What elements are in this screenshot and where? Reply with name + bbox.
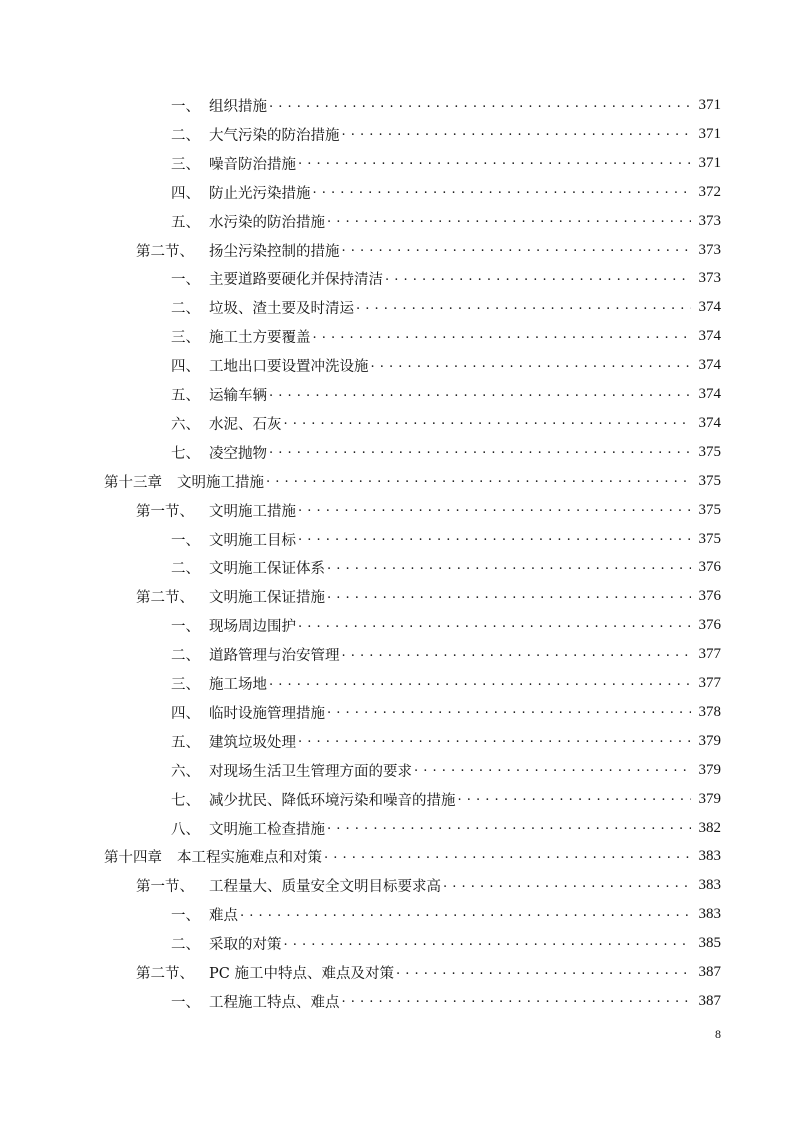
toc-dot-leader bbox=[269, 387, 691, 403]
toc-entry[interactable] bbox=[171, 380, 721, 409]
toc-entry[interactable] bbox=[171, 900, 721, 929]
toc-dot-leader bbox=[443, 878, 691, 894]
toc-dot-leader bbox=[342, 126, 692, 142]
toc-entry-page: 376 bbox=[698, 559, 721, 576]
toc-dot-leader bbox=[356, 300, 691, 316]
toc-entry-page: 371 bbox=[698, 97, 721, 113]
toc-entry[interactable] bbox=[171, 814, 721, 843]
toc-dot-leader bbox=[327, 820, 691, 836]
toc-entry-number: 第十四章 bbox=[104, 850, 162, 867]
toc-entry-page: 375 bbox=[698, 443, 721, 460]
toc-entry-page: 373 bbox=[698, 212, 721, 229]
toc-dot-leader bbox=[327, 704, 691, 720]
toc-dot-leader bbox=[327, 589, 691, 605]
toc-dot-leader bbox=[269, 98, 691, 114]
toc-dot-leader bbox=[298, 531, 691, 547]
toc-dot-leader bbox=[342, 647, 692, 663]
toc-entry[interactable] bbox=[136, 871, 721, 900]
toc-entry[interactable] bbox=[171, 525, 721, 554]
toc-entry[interactable] bbox=[171, 264, 721, 293]
toc-entry-title: 主要道路要硬化并保持清洁 bbox=[209, 272, 383, 289]
toc-entry-title: 运输车辆 bbox=[209, 388, 267, 404]
toc-entry[interactable] bbox=[171, 149, 721, 178]
toc-entry-title: 对现场生活卫生管理方面的要求 bbox=[209, 763, 412, 780]
toc-entry-number: 三、 bbox=[171, 677, 200, 693]
toc-entry-title: PC 施工中特点、难点及对策 bbox=[209, 966, 394, 982]
toc-entry-page: 387 bbox=[698, 964, 721, 980]
toc-dot-leader bbox=[266, 473, 691, 489]
toc-entry-number: 一、 bbox=[171, 619, 200, 636]
toc-entry[interactable] bbox=[171, 91, 721, 120]
toc-entry-number: 一、 bbox=[171, 908, 200, 925]
toc-entry-page: 374 bbox=[698, 414, 721, 431]
toc-entry-number: 六、 bbox=[171, 416, 200, 433]
toc-entry-page: 385 bbox=[698, 935, 721, 952]
toc-entry-title: 工地出口要设置冲洗设施 bbox=[209, 359, 369, 376]
toc-entry-title: 本工程实施难点和对策 bbox=[177, 850, 322, 867]
toc-entry[interactable] bbox=[171, 207, 721, 236]
toc-dot-leader bbox=[327, 213, 691, 229]
toc-entry-number: 四、 bbox=[171, 705, 200, 722]
toc-entry-page: 374 bbox=[698, 299, 721, 316]
toc-entry-number: 二、 bbox=[171, 937, 200, 954]
toc-entry-title: 施工场地 bbox=[209, 677, 267, 693]
page-number: 8 bbox=[715, 1027, 721, 1041]
toc-entry[interactable] bbox=[171, 698, 721, 727]
toc-entry-page: 375 bbox=[698, 472, 721, 489]
toc-entry-number: 五、 bbox=[171, 734, 200, 751]
toc-entry-title: 难点 bbox=[209, 908, 238, 925]
toc-entry-number: 四、 bbox=[171, 185, 200, 202]
toc-entry-page: 376 bbox=[698, 588, 721, 605]
toc-entry-number: 一、 bbox=[171, 532, 200, 549]
toc-entry-title: 防止光污染措施 bbox=[209, 185, 311, 202]
toc-entry-number: 四、 bbox=[171, 359, 200, 376]
toc-entry[interactable] bbox=[171, 438, 721, 467]
toc-entry[interactable] bbox=[136, 496, 721, 525]
toc-entry-number: 五、 bbox=[171, 214, 200, 231]
toc-entry[interactable] bbox=[171, 929, 721, 958]
toc-dot-leader bbox=[269, 444, 691, 460]
toc-entry-title: 文明施工保证体系 bbox=[209, 561, 325, 578]
toc-dot-leader bbox=[313, 184, 692, 200]
toc-entry-number: 一、 bbox=[171, 99, 200, 115]
toc-entry-title: 垃圾、渣土要及时清运 bbox=[209, 301, 354, 318]
toc-entry-title: 文明施工措施 bbox=[209, 503, 296, 520]
toc-dot-leader bbox=[371, 358, 692, 374]
toc-entry[interactable] bbox=[171, 611, 721, 640]
toc-entry-page: 379 bbox=[698, 761, 721, 778]
toc-entry-title: 扬尘污染控制的措施 bbox=[209, 243, 340, 260]
toc-entry-title: 临时设施管理措施 bbox=[209, 705, 325, 722]
toc-dot-leader bbox=[284, 415, 692, 431]
toc-entry-title: 凌空抛物 bbox=[209, 445, 267, 462]
toc-entry-title: 大气污染的防治措施 bbox=[209, 127, 340, 144]
toc-entry-title: 现场周边围护 bbox=[209, 619, 296, 636]
toc-entry-title: 采取的对策 bbox=[209, 937, 282, 954]
toc-entry-title: 工程量大、质量安全文明目标要求高 bbox=[209, 879, 441, 896]
toc-entry-page: 377 bbox=[698, 646, 721, 663]
toc-entry-page: 374 bbox=[698, 357, 721, 374]
toc-entry-title: 减少扰民、降低环境污染和噪音的措施 bbox=[209, 792, 456, 809]
toc-entry[interactable] bbox=[171, 322, 721, 351]
toc-entry-number: 三、 bbox=[171, 330, 200, 347]
toc-entry-title: 道路管理与治安管理 bbox=[209, 648, 340, 665]
toc-entry[interactable] bbox=[136, 958, 721, 987]
toc-entry[interactable] bbox=[171, 409, 721, 438]
toc-entry[interactable] bbox=[171, 756, 721, 785]
toc-entry-page: 387 bbox=[698, 992, 721, 1009]
toc-entry-page: 374 bbox=[698, 386, 721, 402]
toc-dot-leader bbox=[298, 733, 691, 749]
toc-entry-number: 七、 bbox=[171, 792, 200, 809]
toc-entry[interactable] bbox=[171, 640, 721, 669]
toc-entry-number: 二、 bbox=[171, 301, 200, 318]
toc-entry-number: 第一节、 bbox=[136, 503, 194, 520]
toc-entry-title: 文明施工检查措施 bbox=[209, 821, 325, 838]
toc-dot-leader bbox=[284, 936, 692, 952]
toc-entry[interactable] bbox=[171, 727, 721, 756]
toc-entry-page: 383 bbox=[698, 906, 721, 923]
toc-entry-number: 第一节、 bbox=[136, 879, 194, 896]
toc-entry-page: 383 bbox=[698, 848, 721, 865]
toc-dot-leader bbox=[298, 618, 691, 634]
toc-entry-number: 六、 bbox=[171, 763, 200, 780]
toc-entry-title: 施工土方要覆盖 bbox=[209, 330, 311, 347]
toc-entry[interactable] bbox=[171, 669, 721, 698]
toc-entry-page: 383 bbox=[698, 877, 721, 894]
toc-entry-page: 379 bbox=[698, 732, 721, 749]
toc-dot-leader bbox=[458, 791, 692, 807]
toc-entry-number: 七、 bbox=[171, 445, 200, 462]
toc-dot-leader bbox=[298, 155, 691, 171]
toc-entry[interactable] bbox=[104, 467, 721, 496]
toc-entry[interactable] bbox=[171, 553, 721, 582]
toc-entry-page: 376 bbox=[698, 617, 721, 634]
toc-entry-title: 建筑垃圾处理 bbox=[209, 734, 296, 751]
toc-entry[interactable] bbox=[171, 785, 721, 814]
toc-entry-number: 二、 bbox=[171, 127, 200, 144]
toc-entry-page: 377 bbox=[698, 675, 721, 691]
toc-entry-title: 文明施工保证措施 bbox=[209, 590, 325, 607]
toc-entry-number: 第十三章 bbox=[104, 474, 162, 491]
toc-entry-number: 二、 bbox=[171, 561, 200, 578]
toc-entry-title: 组织措施 bbox=[209, 99, 267, 115]
toc-entry-title: 水污染的防治措施 bbox=[209, 214, 325, 231]
toc-entry-page: 378 bbox=[698, 703, 721, 720]
toc-dot-leader bbox=[269, 676, 691, 692]
toc-entry-page: 371 bbox=[698, 125, 721, 142]
toc-entry-title: 噪音防治措施 bbox=[209, 156, 296, 173]
toc-entry-page: 375 bbox=[698, 501, 721, 518]
toc-entry[interactable] bbox=[136, 582, 721, 611]
toc-dot-leader bbox=[298, 502, 691, 518]
toc-entry-page: 379 bbox=[698, 790, 721, 807]
toc-dot-leader bbox=[313, 329, 692, 345]
toc-dot-leader bbox=[342, 242, 692, 258]
toc-entry-page: 382 bbox=[698, 819, 721, 836]
toc-entry-number: 五、 bbox=[171, 388, 200, 404]
toc-entry-title: 文明施工目标 bbox=[209, 532, 296, 549]
toc-entry-number: 二、 bbox=[171, 648, 200, 665]
toc-entry[interactable] bbox=[104, 842, 721, 871]
toc-entry[interactable] bbox=[136, 236, 721, 265]
toc-dot-leader bbox=[240, 907, 691, 923]
toc-entry-number: 一、 bbox=[171, 272, 200, 289]
toc-dot-leader bbox=[385, 271, 691, 287]
toc-entry-title: 工程施工特点、难点 bbox=[209, 994, 340, 1011]
toc-entry-page: 373 bbox=[698, 270, 721, 287]
toc-entry-number: 一、 bbox=[171, 994, 200, 1011]
toc-entry-page: 375 bbox=[698, 530, 721, 547]
toc-dot-leader bbox=[342, 993, 692, 1009]
toc-entry-number: 第二节、 bbox=[136, 243, 194, 260]
toc-entry-page: 373 bbox=[698, 241, 721, 258]
toc-dot-leader bbox=[327, 560, 691, 576]
toc-dot-leader bbox=[414, 762, 691, 778]
toc-entry[interactable] bbox=[171, 987, 721, 1016]
toc-dot-leader bbox=[324, 849, 691, 865]
toc-entry[interactable] bbox=[171, 293, 721, 322]
toc-entry[interactable] bbox=[171, 178, 721, 207]
toc-entry-title: 水泥、石灰 bbox=[209, 416, 282, 433]
toc-entry-number: 第二节、 bbox=[136, 966, 194, 982]
toc-entry[interactable] bbox=[171, 351, 721, 380]
toc-entry-page: 371 bbox=[698, 154, 721, 171]
toc-entry-number: 三、 bbox=[171, 156, 200, 173]
toc-entry-title: 文明施工措施 bbox=[177, 474, 264, 491]
toc-entry[interactable] bbox=[171, 120, 721, 149]
toc-entry-page: 374 bbox=[698, 328, 721, 345]
toc-entry-page: 372 bbox=[698, 183, 721, 200]
toc-dot-leader bbox=[396, 965, 691, 981]
toc-entry-number: 第二节、 bbox=[136, 590, 194, 607]
toc-entry-number: 八、 bbox=[171, 821, 200, 838]
